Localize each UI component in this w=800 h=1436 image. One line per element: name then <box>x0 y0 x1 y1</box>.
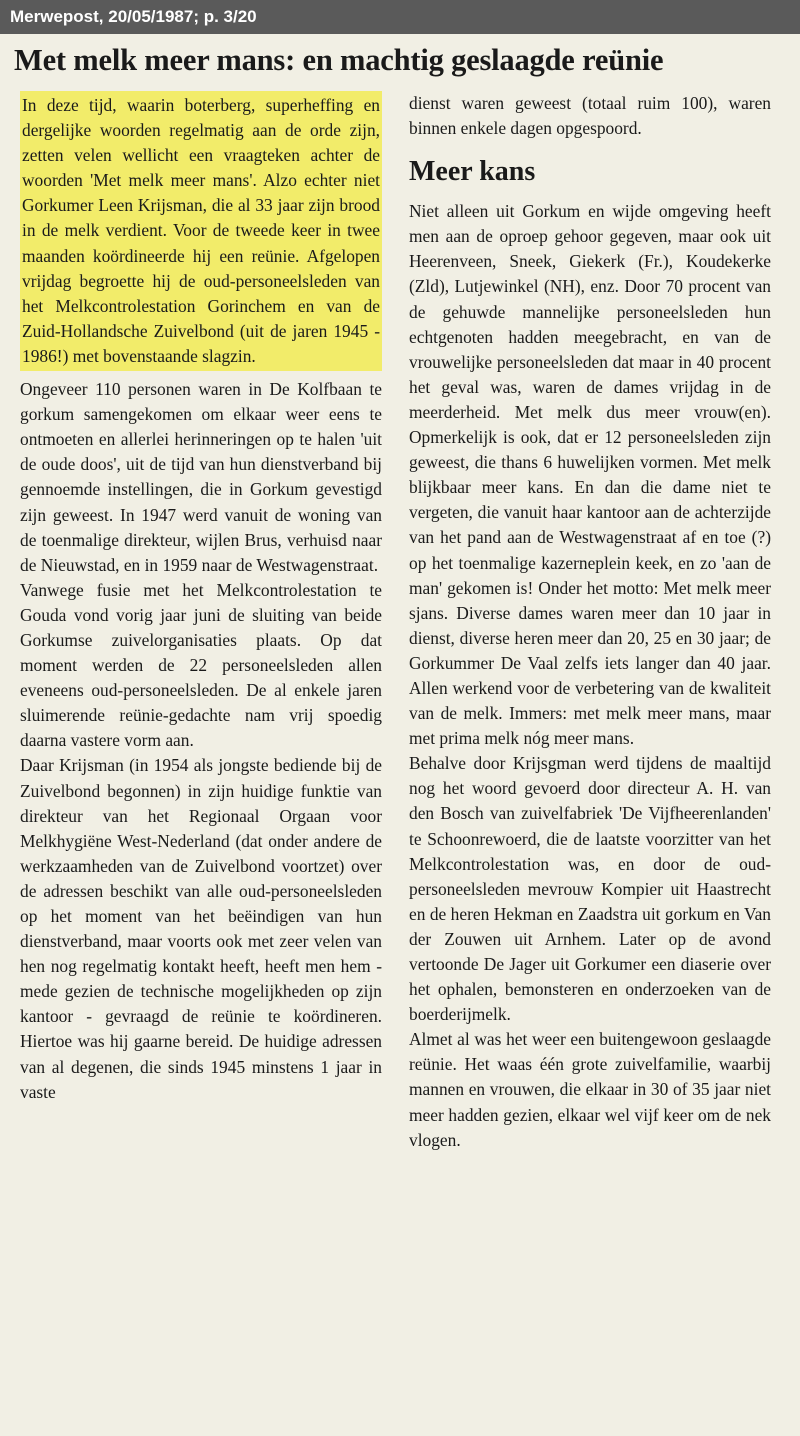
body-paragraph: Almet al was het weer een buitengewoon geslaagde reünie. Het waas één grote zuivelfamilie, waarbij mannen en vrouwen, die elkaar in 30 of 35 jaar niet meer hadden gezien, elkaar wel vijf keer om de nek vlogen. <box>409 1029 771 1150</box>
right-column <box>409 91 771 1153</box>
source-line: Merwepost, 20/05/1987; p. 3/20 <box>10 7 257 26</box>
article-headline: Met melk meer mans: en machtig geslaagde reünie <box>14 43 664 77</box>
body-paragraph: Behalve door Krijsgman werd tijdens de maaltijd nog het woord gevoerd door directeur A. H. van den Bosch van zuivelfabriek 'De Vijfheerenlanden' te Schoonrewoerd, die de laatste voorzitter van het Melkcontrolestation was, en door de oud-personeelsleden mevrouw Kompier uit Haastrecht en de heren Hekman en Zaadstra uit gorkum en Van der Zouwen uit Arnhem. Later op de avond vertoonde De Jager uit Gorkumer een diaserie over het ophalen, bemonsteren en onderzoeken van de boerderijmelk. <box>409 753 771 1025</box>
body-paragraph: Ongeveer 110 personen waren in De Kolfbaan te gorkum samengekomen om elkaar weer eens te ontmoeten en allerlei herinneringen op te halen 'uit de oude doos', uit de tijd van hun dienstverband bij gennoemde instellingen, die in Gorkum gevestigd zijn geweest. In 1947 werd vanuit de woning van de toenmalige direkteur, wijlen Brus, verhuisd naar de Nieuwstad, en in 1959 naar de Westwagenstraat. <box>20 379 382 575</box>
body-paragraph: Vanwege fusie met het Melkcontrolestation te Gouda vond vorig jaar juni de sluiting van beide Gorkumse zuivelorganisaties plaats. Op dat moment werden de 22 personeelsleden allen eveneens oud-personeelsleden. De al enkele jaren sluimerende reünie-gedachte nam vrij spoedig daarna vastere vorm aan. <box>20 579 382 751</box>
left-column <box>20 91 382 1105</box>
source-bar <box>0 0 800 34</box>
continuation-paragraph: dienst waren geweest (totaal ruim 100), waren binnen enkele dagen opgespoord. <box>409 93 771 139</box>
body-paragraph: Niet alleen uit Gorkum en wijde omgeving heeft men aan de oproep gehoor gegeven, maar ook uit Heerenveen, Sneek, Giekerk (Fr.), Koudekerke (Zld), Lutjewinkel (NH), enz. Door 70 procent van de gehuwde mannelijke personeelsleden hun echtgenoten hadden meegebracht, en van de vrouwelijke personeelsleden dat maar in 40 procent het geval was, waren de dames vrijdag in de meerderheid. Met melk dus meer vrouw(en). Opmerkelijk is ook, dat er 12 personeelsleden zijn geweest, die thans 6 huwelijken vormen. Met melk blijkbaar meer kans. En dan die dame niet te vergeten, die vanuit haar kantoor aan de achterzijde van het pand aan de Westwagenstraat af en toe (?) op het toenmalige kazerneplein keek, en zo 'aan de man' gekomen is! Onder het motto: Met melk meer sjans. Diverse dames waren meer dan 10 jaar in dienst, diverse heren meer dan 20, 25 en 30 jaar; de Gorkummer De Vaal zelfs iets langer dan 40 jaar. Allen werkend voor de verbetering van de kwaliteit van de melk. Immers: met melk meer mans, maar met prima melk nóg meer mans. <box>409 201 771 749</box>
intro-paragraph-highlighted: In deze tijd, waarin boterberg, superheffing en dergelijke woorden regelmatig aan de orde zijn, zetten velen wellicht een vraagteken achter de woorden 'Met melk meer mans'. Alzo echter niet Gorkumer Leen Krijsman, die al 33 jaar zijn brood in de melk verdient. Voor de tweede keer in twee maanden koördineerde hij een reünie. Afgelopen vrijdag begroette hij de oud-personeelsleden van het Melkcontrolestation Gorinchem en van de Zuid-Hollandsche Zuivelbond (uit de jaren 1945 - 1986!) met bovenstaande slagzin. <box>20 91 382 371</box>
newspaper-clipping <box>0 34 800 1436</box>
subheading: Meer kans <box>409 156 536 188</box>
body-paragraph: Daar Krijsman (in 1954 als jongste bediende bij de Zuivelbond begonnen) in zijn huidige funktie van direkteur van het Regionaal Orgaan voor Melkhygiëne West-Nederland (dat onder andere de werkzaamheden van de Zuivelbond voortzet) over de adressen beschikt van alle oud-personeelsleden op het moment van het beëindigen van hun dienstverband, maar voorts ook met zeer velen van hen nog regelmatig kontakt heeft, heeft men hem - mede gezien de technische mogelijkheden op zijn kantoor - gevraagd de reünie te koördineren. Hiertoe was hij gaarne bereid. De huidige adressen van al degenen, die sinds 1945 minstens 1 jaar in vaste <box>20 755 382 1102</box>
